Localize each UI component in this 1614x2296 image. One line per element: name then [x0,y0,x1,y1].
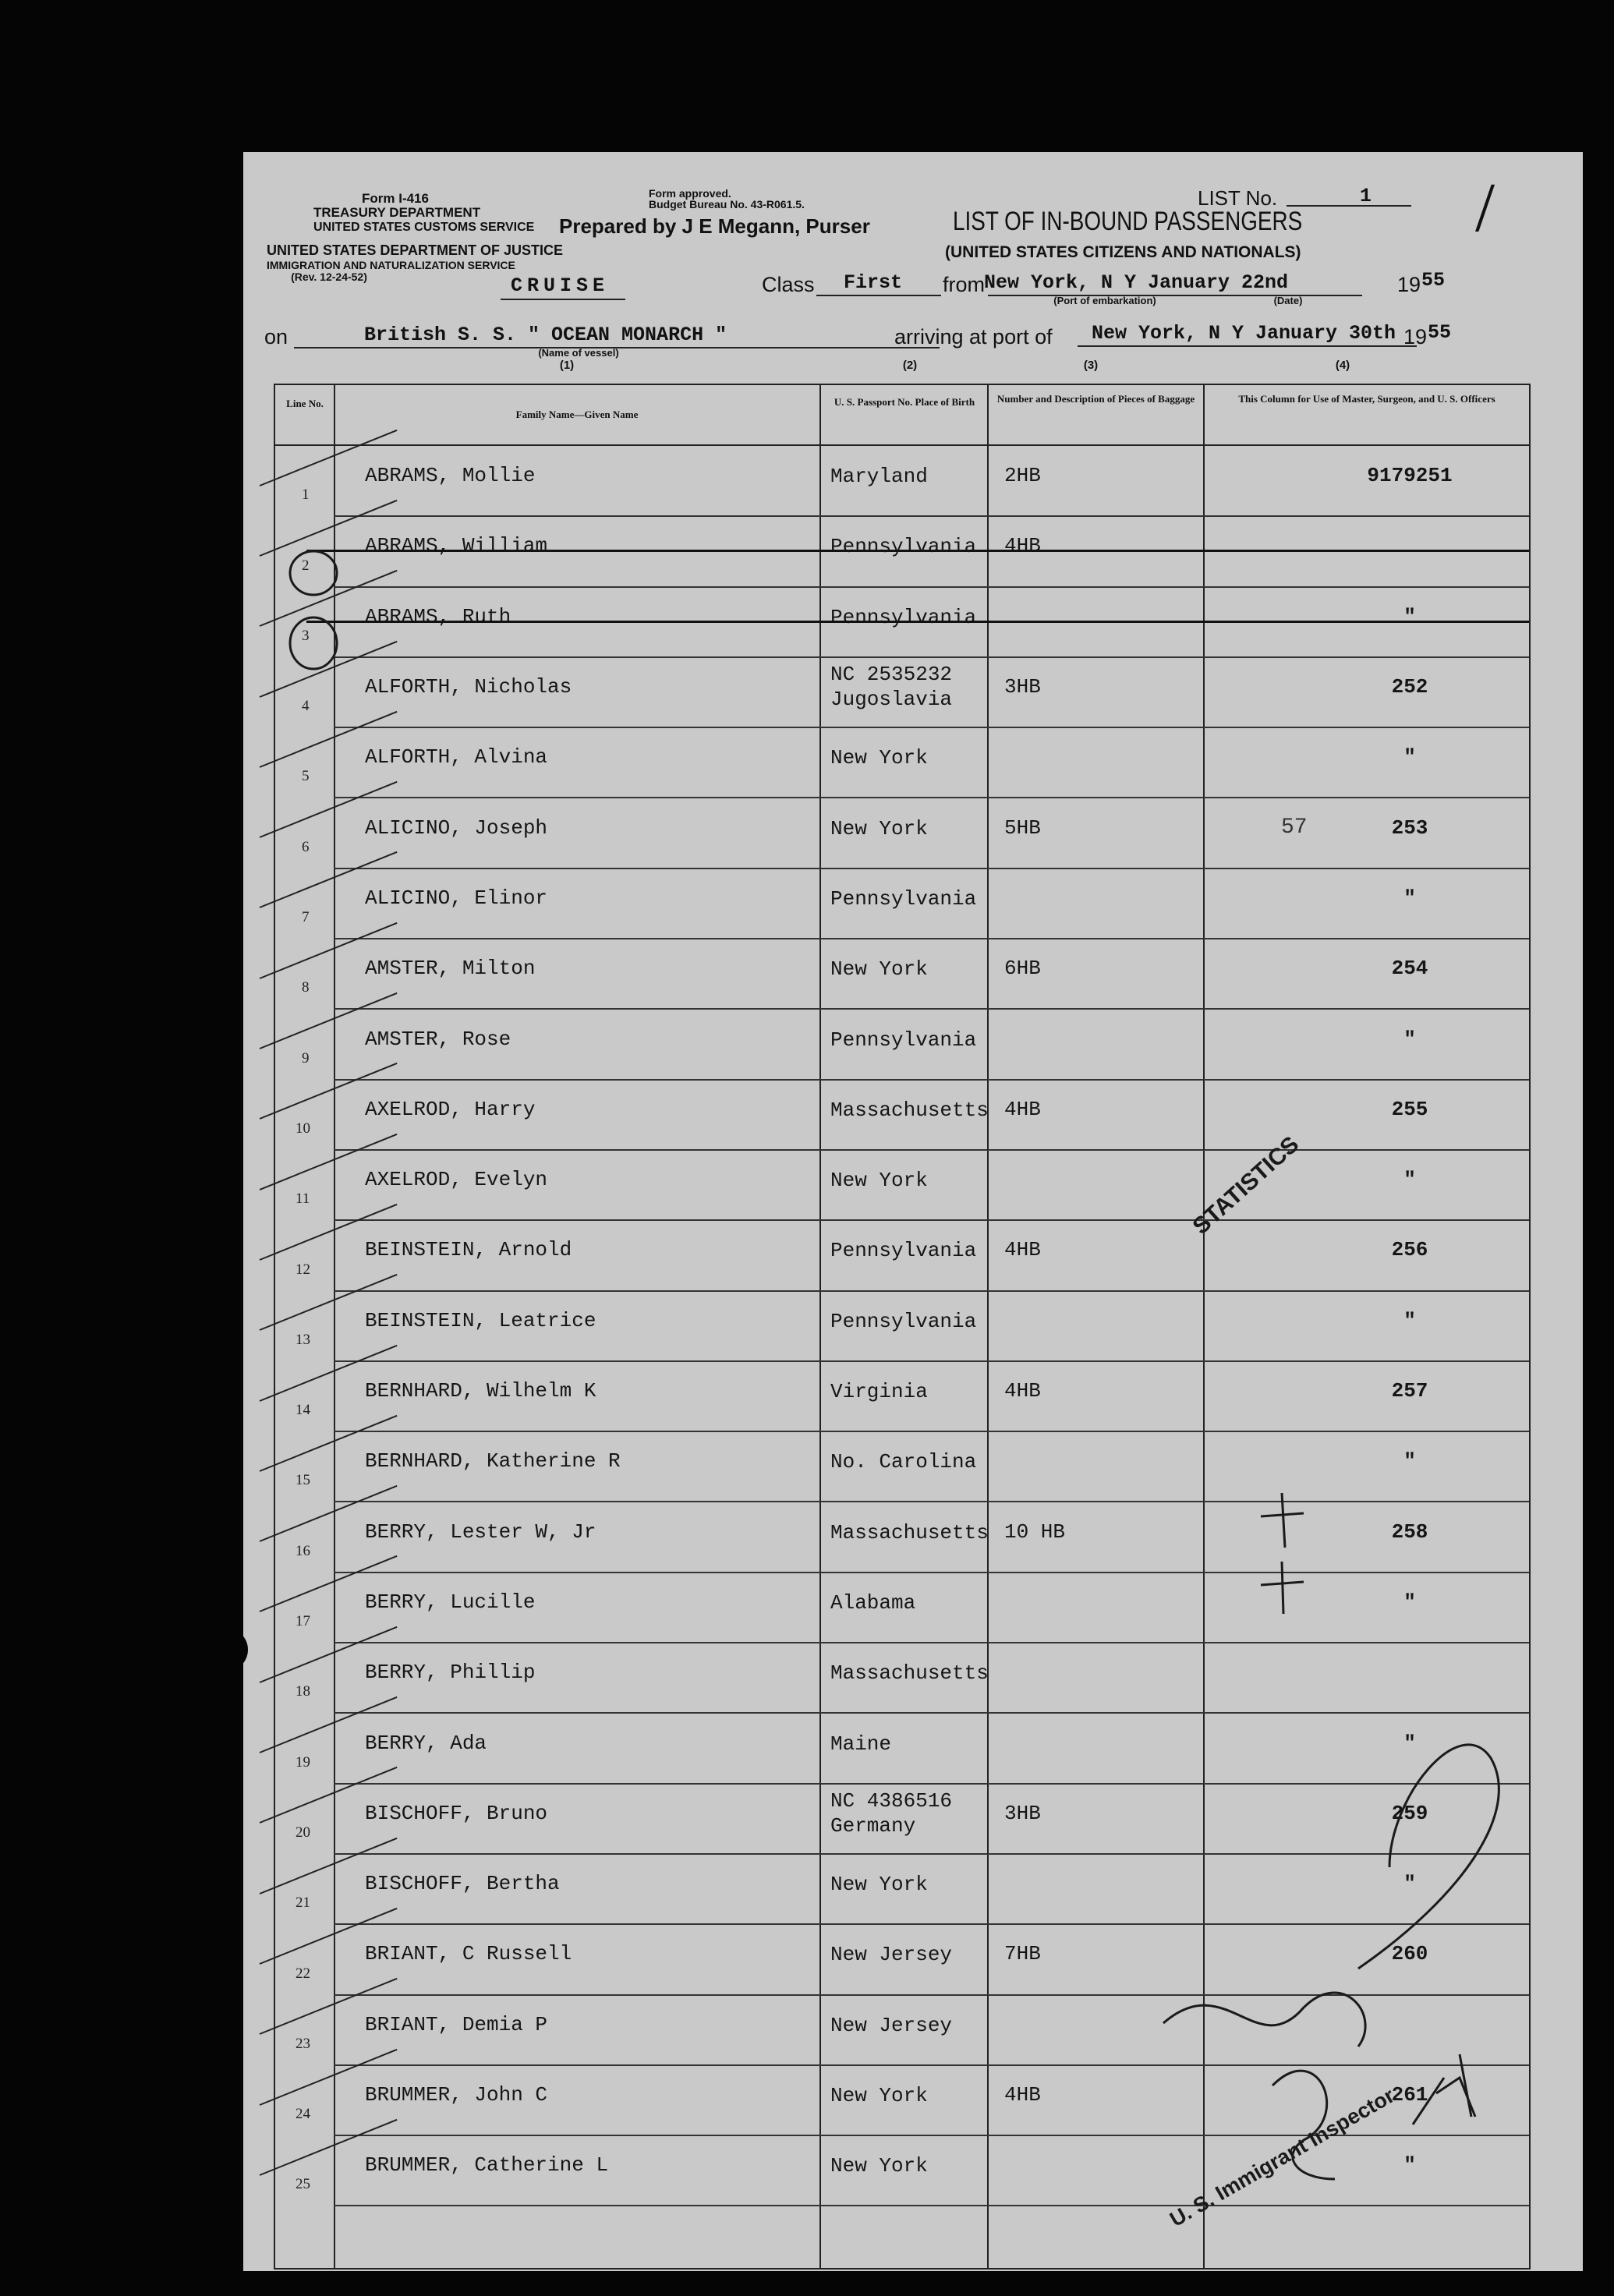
from-date: January 22nd [1148,271,1289,294]
passport-birthplace: Maine [830,1732,892,1756]
passenger-name: BERRY, Ada [365,1731,487,1755]
punch-hole-1 [189,278,233,322]
list-no-value: 1 [1360,185,1372,207]
passport-birthplace: Virginia [830,1380,928,1404]
passenger-name: ABRAMS, Ruth [365,604,511,628]
passport-birthplace: New York [830,2154,928,2178]
officer-mark: " [1403,1168,1416,1192]
line-number: 11 [296,1190,310,1208]
col-index-4: (4) [1335,359,1350,372]
baggage-count: 4HB [1004,1238,1041,1262]
vessel-caption: (Name of vessel) [538,347,619,359]
line-number: 15 [296,1472,310,1489]
handwritten-one: / [1475,169,1495,246]
baggage-count: 3HB [1004,675,1041,699]
passport-birthplace: Massachusetts [830,1098,989,1122]
passport-birthplace: Pennsylvania [830,1239,977,1263]
line-number: 16 [296,1542,310,1559]
line-number: 3 [302,627,310,644]
line-number: 12 [296,1261,310,1278]
officer-mark: " [1403,1027,1416,1051]
line-number: 4 [302,698,310,715]
passport-birthplace: Massachusetts [830,1520,989,1544]
from-label: from [943,273,985,296]
passport-birthplace: Pennsylvania [830,886,977,911]
line-number: 1 [302,486,310,504]
baggage-count: 4HB [1004,2083,1041,2107]
passenger-name: AXELROD, Evelyn [365,1168,548,1192]
passport-birthplace: Massachusetts [830,1661,989,1686]
passenger-name: ALICINO, Elinor [365,886,548,910]
passenger-name: BERRY, Lucille [365,1590,536,1614]
customs-label: UNITED STATES CUSTOMS SERVICE [313,221,535,234]
statistics-stamp: STATISTICS [1187,1131,1304,1240]
officer-mark: 254 [1391,957,1428,981]
prepared-by: Prepared by J E Megann, Purser [559,214,870,238]
passport-birthplace: Pennsylvania [830,605,977,629]
cruise-label: CRUISE [511,274,610,297]
date-caption: (Date) [1273,295,1303,306]
class-label: Class [762,273,815,296]
passenger-name: AMSTER, Rose [365,1027,511,1051]
form-number: Form I-416 [362,191,429,206]
passenger-name: ALICINO, Joseph [365,815,548,840]
passport-birthplace: Maryland [830,465,928,489]
circle-row-2 [290,551,337,595]
passenger-name: BISCHOFF, Bertha [365,1872,560,1896]
officer-mark: 253 [1391,815,1428,840]
vessel-name: British S. S. " OCEAN MONARCH " [364,324,727,346]
from-year-printed: 19 [1397,273,1421,296]
officer-mark: " [1403,1872,1416,1896]
col-index-2: (2) [902,359,918,372]
line-number: 19 [296,1753,310,1771]
passenger-name: ALFORTH, Nicholas [365,675,572,699]
officer-mark: 259 [1391,1801,1428,1825]
passport-birthplace: New York [830,2084,928,2108]
passport-birthplace: New York [830,1169,928,1193]
passenger-name: BERNHARD, Katherine R [365,1449,621,1473]
officer-mark: 261 [1391,2083,1428,2107]
row4-note: 57 [1281,815,1308,840]
baggage-count: 7HB [1004,1942,1041,1966]
arriving-label: arriving at port of [894,325,1053,348]
line-number: 13 [296,1331,310,1348]
col-index-1: (1) [559,359,575,372]
line-number: 24 [296,2106,310,2123]
from-port: New York, N Y [984,271,1137,294]
officer-mark: " [1403,745,1416,769]
budget-label: Budget Bureau No. 43-R061.5. [649,198,805,210]
passport-birthplace: New York [830,957,928,982]
line-number: 7 [302,909,310,926]
punch-hole-3 [176,1182,220,1226]
passport-birthplace: Pennsylvania [830,535,977,559]
punch-hole-5 [172,2027,216,2071]
passport-birthplace: New York [830,746,928,770]
line-number: 10 [296,1120,310,1137]
passenger-name: AXELROD, Harry [365,1097,536,1121]
line-number: 23 [296,2035,310,2052]
passenger-name: BRUMMER, Catherine L [365,2153,609,2177]
col-header-passport: U. S. Passport No. Place of Birth [834,396,975,408]
line-number: 5 [302,768,310,785]
on-label: on [264,325,288,348]
passport-birthplace: NC 4386516 Germany [830,1788,953,1838]
line-number: 14 [296,1402,310,1419]
from-year-typed: 55 [1421,269,1446,292]
baggage-count: 5HB [1004,815,1041,840]
officer-mark: " [1403,604,1416,628]
col-index-3: (3) [1083,359,1099,372]
passenger-name: ABRAMS, William [365,534,548,558]
passport-birthplace: New Jersey [830,1943,953,1967]
passenger-name: BEINSTEIN, Arnold [365,1238,572,1262]
line-number: 9 [302,1049,310,1067]
officer-mark: " [1403,2153,1416,2177]
approved-label: Form approved. [649,187,731,200]
officer-mark: " [1403,1449,1416,1473]
line-number: 6 [302,838,310,855]
officer-mark: 255 [1391,1097,1428,1121]
line-number: 17 [296,1613,310,1630]
passenger-name: AMSTER, Milton [365,957,536,981]
arrival-year-printed: 19 [1403,325,1428,348]
list-title: LIST OF IN-BOUND PASSENGERS [953,207,1303,236]
list-subtitle: (UNITED STATES CITIZENS AND NATIONALS) [945,243,1301,261]
justice-label: UNITED STATES DEPARTMENT OF JUSTICE [267,242,564,258]
officer-mark: " [1403,1590,1416,1614]
tick-row-14 [1261,1493,1304,1548]
col-header-name: Family Name—Given Name [515,409,639,420]
passenger-name: ABRAMS, Mollie [365,464,536,488]
handwritten-marks [243,152,1583,2271]
arrival-year-typed: 55 [1428,321,1452,344]
baggage-count: 4HB [1004,1379,1041,1403]
tick-row-15 [1261,1562,1304,1614]
passenger-name: BRIANT, Demia P [365,2012,548,2036]
officer-mark: " [1403,1308,1416,1332]
passenger-name: BRIANT, C Russell [365,1942,572,1966]
punch-hole-4 [204,1628,248,1672]
baggage-count: 4HB [1004,1097,1041,1121]
baggage-count: 6HB [1004,957,1041,981]
passenger-name: BRUMMER, John C [365,2083,548,2107]
officer-mark: " [1403,886,1416,910]
list-no-label: LIST No. [1198,186,1278,210]
passenger-name: BERNHARD, Wilhelm K [365,1379,596,1403]
handwritten-eight [1272,2071,1335,2179]
line-number: 21 [296,1894,310,1912]
col-header-baggage: Number and Description of Pieces of Baggage [996,393,1195,405]
officer-mark: 260 [1391,1942,1428,1966]
handwritten-initials [1413,2054,1475,2124]
inspector-signature [1163,1993,1365,2047]
officer-mark: 257 [1391,1379,1428,1403]
line-number: 20 [296,1824,310,1841]
passport-birthplace: New Jersey [830,2013,953,2037]
col-header-officers: This Column for Use of Master, Surgeon, and U. S. Officers [1238,393,1495,405]
inspector-stamp: U. S. Immigrant Inspector [1166,2083,1399,2232]
line-number: 2 [302,557,310,574]
circle-row-3 [290,617,337,669]
manifest-sheet [243,152,1583,2271]
passenger-name: ALFORTH, Alvina [365,745,548,769]
passport-birthplace: New York [830,816,928,840]
officer-mark: 256 [1391,1238,1428,1262]
line-number: 8 [302,979,310,996]
passport-birthplace: Alabama [830,1590,916,1615]
immigration-label: IMMIGRATION AND NATURALIZATION SERVICE [267,259,515,271]
passenger-name: BERRY, Lester W, Jr [365,1519,596,1544]
baggage-count: 10 HB [1004,1519,1066,1544]
baggage-count: 4HB [1004,534,1041,558]
col-header-line-no: Line No. [286,398,324,409]
baggage-count: 3HB [1004,1801,1041,1825]
officer-mark: 258 [1391,1519,1428,1544]
passenger-name: BERRY, Phillip [365,1661,536,1685]
passport-birthplace: Pennsylvania [830,1028,977,1052]
officer-mark: 9179251 [1367,464,1453,488]
treasury-label: TREASURY DEPARTMENT [313,205,481,220]
class-value: First [844,271,903,294]
punch-hole-2 [176,353,220,397]
line-number: 22 [296,1965,310,1982]
arrival-info: New York, N Y January 30th [1092,322,1396,345]
passport-birthplace: Pennsylvania [830,1309,977,1333]
passport-birthplace: No. Carolina [830,1450,977,1474]
baggage-count: 2HB [1004,464,1041,488]
passport-birthplace: New York [830,1873,928,1897]
inspector-signature-loop [1358,1745,1499,1969]
revision-label: (Rev. 12-24-52) [291,271,367,283]
officer-mark: " [1403,1731,1416,1755]
line-number: 25 [296,2176,310,2193]
passport-birthplace: NC 2535232 Jugoslavia [830,662,953,711]
passenger-name: BEINSTEIN, Leatrice [365,1308,596,1332]
officer-mark: 252 [1391,675,1428,699]
line-number: 18 [296,1683,310,1700]
passenger-name: BISCHOFF, Bruno [365,1801,548,1825]
port-caption: (Port of embarkation) [1053,295,1156,306]
